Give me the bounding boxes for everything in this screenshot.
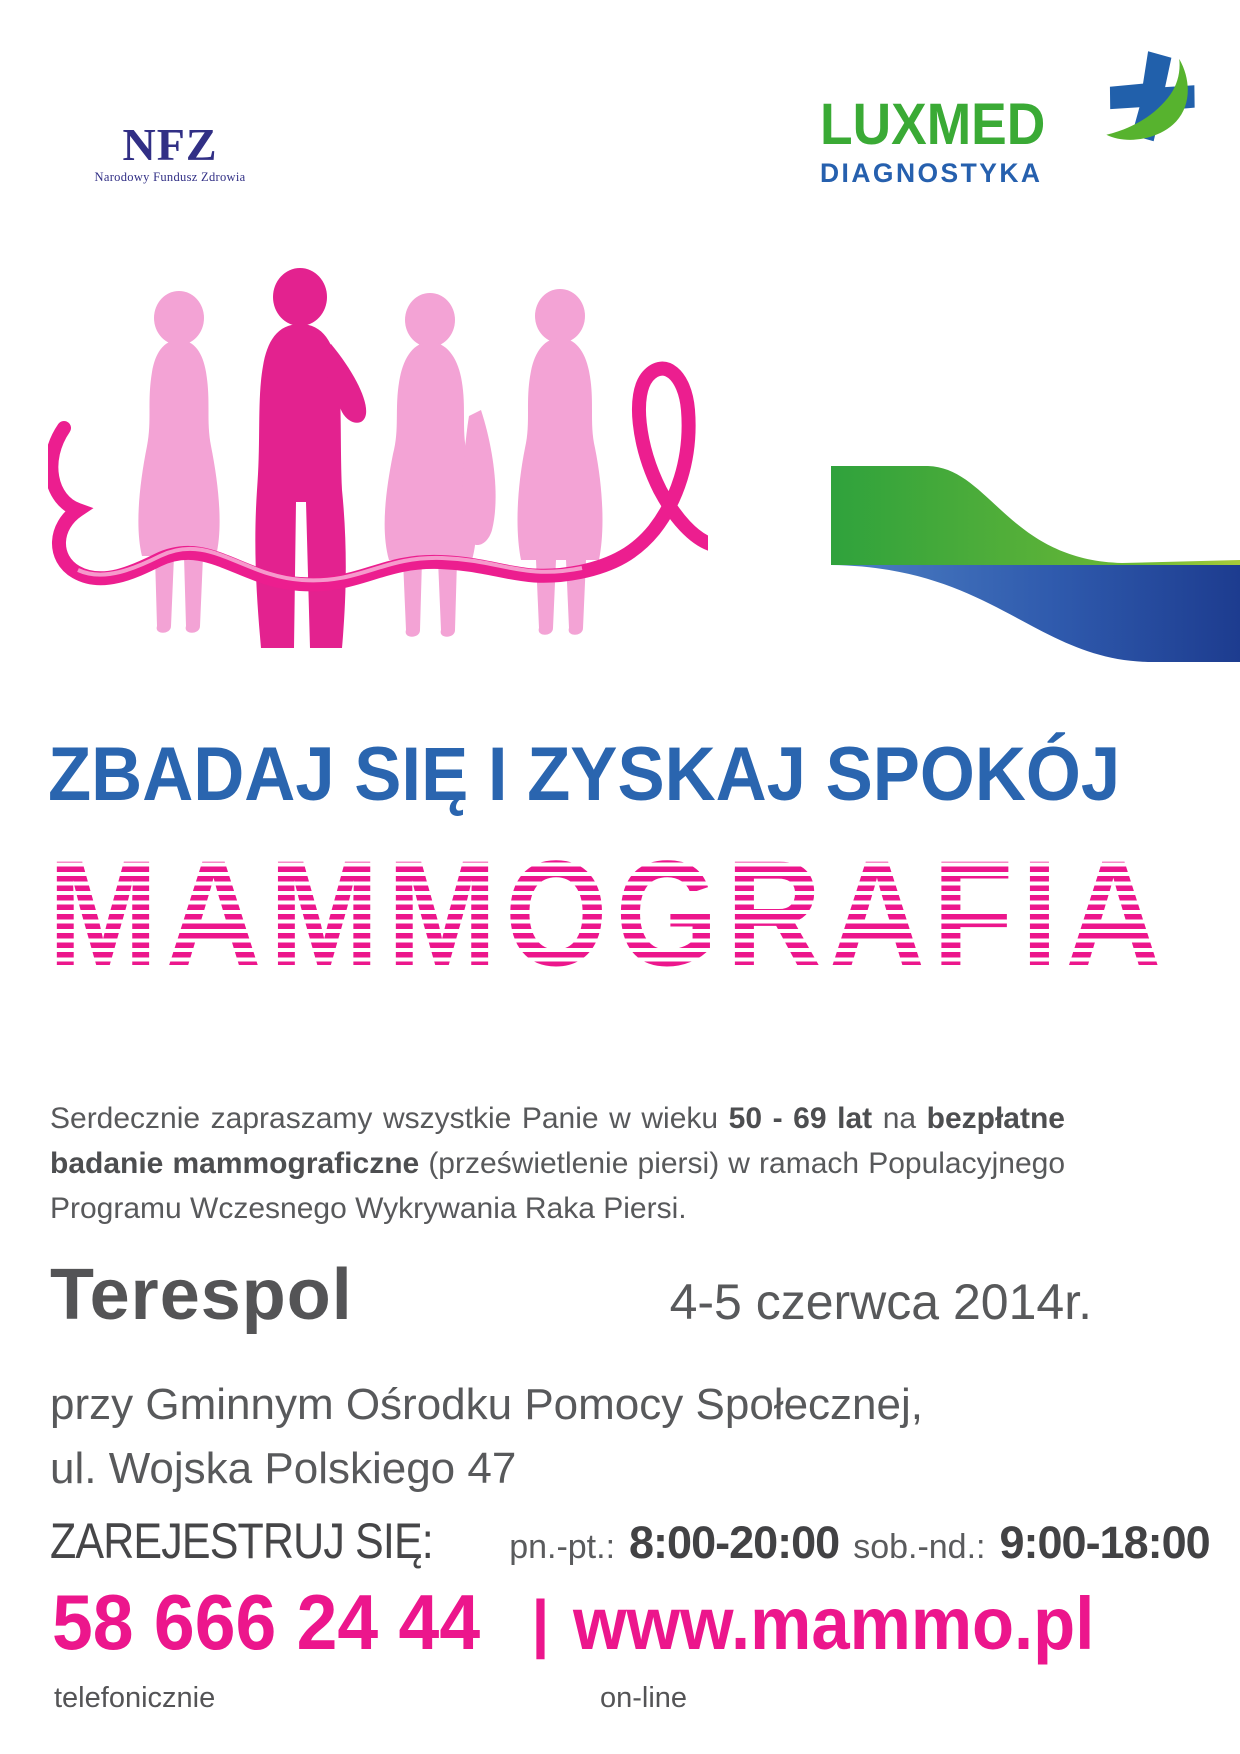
phone-number: 58 666 24 44: [52, 1578, 481, 1666]
nfz-logo: [60, 119, 280, 185]
woman-silhouette-1: [138, 291, 219, 633]
website-caption: on-line: [600, 1682, 688, 1714]
event-city: Terespol: [50, 1255, 353, 1335]
weekdays-label: pn.-pt.:: [509, 1528, 616, 1566]
event-row: [50, 1255, 1092, 1335]
nfz-logo-text: NFZ: [122, 119, 218, 170]
woman-silhouette-4: [518, 289, 603, 635]
luxmed-logo-subtitle: DIAGNOSTYKA: [820, 158, 1043, 188]
intro-seg-1: Serdecznie zapraszamy wszystkie Panie w wieku: [50, 1102, 729, 1135]
registration-row: [50, 1512, 1210, 1570]
wave-graphic: [830, 460, 1240, 668]
intro-free-exam: bezpłatne badanie mammograficzne: [50, 1102, 1065, 1180]
event-address-line2: ul. Wojska Polskiego 47: [50, 1444, 517, 1493]
contact-row: [52, 1578, 1152, 1666]
weekdays-hours: 8:00-20:00: [629, 1517, 840, 1568]
wave-blue-band: [831, 565, 1240, 662]
luxmed-logo-name: LUXMED: [820, 92, 1046, 157]
event-address-line1: przy Gminnym Ośrodku Pomocy Społecznej,: [50, 1380, 923, 1429]
luxmed-cross-icon: [1100, 50, 1196, 160]
separator-bar: |: [531, 1587, 550, 1659]
intro-seg-2: na: [872, 1102, 927, 1135]
website-url: www.mammo.pl: [573, 1582, 1095, 1665]
intro-age-range: 50 - 69 lat: [728, 1102, 873, 1135]
intro-seg-3: (prześwietlenie piersi) w ramach Populacyjnego Programu Wczesnego Wykrywania Raka Piersi.: [50, 1147, 1066, 1225]
luxmed-logo: [820, 92, 1110, 188]
weekend-hours: 9:00-18:00: [999, 1517, 1210, 1568]
phone-caption: telefonicznie: [54, 1682, 216, 1714]
title-mammografia: MAMMOGRAFIA: [48, 829, 1169, 997]
intro-paragraph: [50, 1096, 1065, 1231]
woman-silhouette-3: [385, 293, 496, 637]
nfz-logo-subtitle: Narodowy Fundusz Zdrowia: [94, 170, 246, 184]
weekend-label: sob.-nd.:: [853, 1528, 986, 1566]
women-ribbon-illustration: [48, 250, 708, 650]
wave-green-band: [831, 466, 1240, 565]
registration-label: ZAREJESTRUJ SIĘ:: [50, 1513, 433, 1569]
event-date: 4-5 czerwca 2014r.: [669, 1274, 1092, 1330]
headline: ZBADAJ SIĘ I ZYSKAJ SPOKÓJ: [48, 732, 1121, 817]
